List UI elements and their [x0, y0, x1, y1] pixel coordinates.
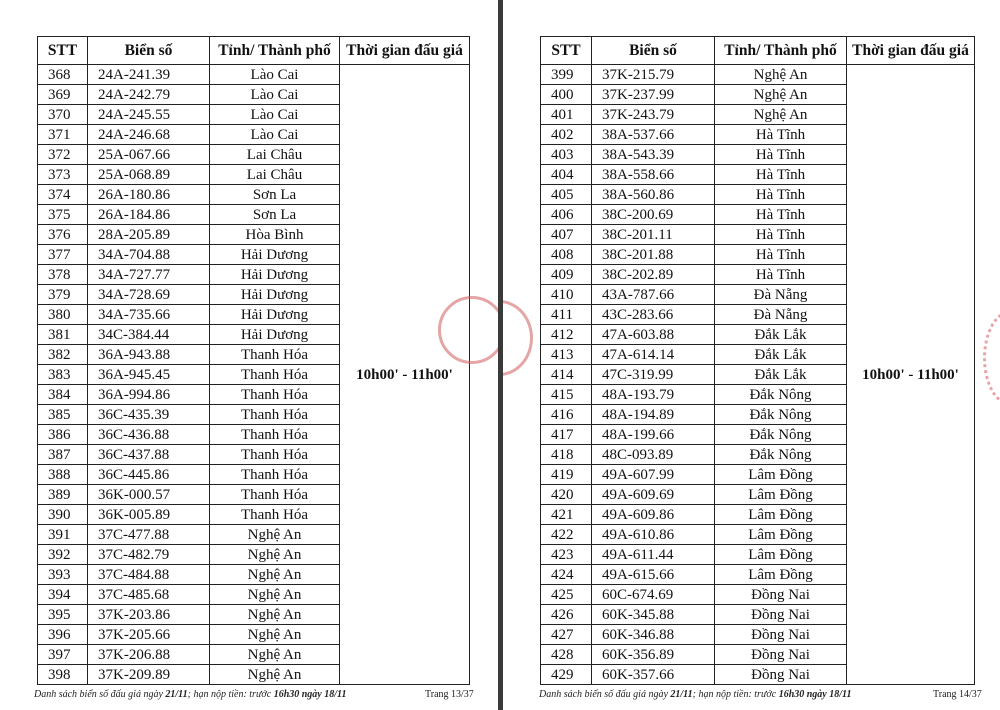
page-number: Trang 13/37 — [425, 689, 474, 700]
cell-stt: 422 — [541, 525, 592, 545]
footer-text: Danh sách biển số đấu giá ngày — [34, 689, 166, 700]
cell-province: Nghệ An — [210, 545, 340, 565]
cell-plate-number: 49A-611.44 — [592, 545, 715, 565]
cell-province: Nghệ An — [210, 585, 340, 605]
cell-plate-number: 34A-728.69 — [88, 285, 210, 305]
cell-plate-number: 38C-201.88 — [592, 245, 715, 265]
cell-province: Hà Tĩnh — [715, 245, 847, 265]
cell-province: Hải Dương — [210, 245, 340, 265]
cell-province: Thanh Hóa — [210, 365, 340, 385]
cell-province: Đắk Nông — [715, 445, 847, 465]
cell-plate-number: 36A-945.45 — [88, 365, 210, 385]
cell-stt: 371 — [38, 125, 88, 145]
cell-plate-number: 36A-943.88 — [88, 345, 210, 365]
cell-stt: 372 — [38, 145, 88, 165]
cell-plate-number: 49A-610.86 — [592, 525, 715, 545]
cell-stt: 389 — [38, 485, 88, 505]
cell-province: Hà Tĩnh — [715, 145, 847, 165]
cell-province: Thanh Hóa — [210, 345, 340, 365]
cell-province: Nghệ An — [210, 605, 340, 625]
cell-stt: 392 — [38, 545, 88, 565]
cell-plate-number: 24A-241.39 — [88, 65, 210, 85]
cell-stt: 395 — [38, 605, 88, 625]
cell-province: Đà Nẵng — [715, 305, 847, 325]
cell-plate-number: 37C-477.88 — [88, 525, 210, 545]
cell-plate-number: 48A-193.79 — [592, 385, 715, 405]
cell-province: Đắk Lắk — [715, 325, 847, 345]
cell-province: Hà Tĩnh — [715, 185, 847, 205]
cell-plate-number: 34C-384.44 — [88, 325, 210, 345]
cell-province: Đồng Nai — [715, 665, 847, 685]
cell-stt: 405 — [541, 185, 592, 205]
cell-plate-number: 60K-357.66 — [592, 665, 715, 685]
cell-province: Thanh Hóa — [210, 385, 340, 405]
cell-plate-number: 48C-093.89 — [592, 445, 715, 465]
cell-auction-time: 10h00' - 11h00' — [340, 65, 470, 685]
cell-province: Nghệ An — [715, 105, 847, 125]
cell-province: Sơn La — [210, 185, 340, 205]
cell-stt: 388 — [38, 465, 88, 485]
cell-plate-number: 37K-205.66 — [88, 625, 210, 645]
cell-stt: 425 — [541, 585, 592, 605]
cell-plate-number: 47C-319.99 — [592, 365, 715, 385]
cell-province: Hà Tĩnh — [715, 205, 847, 225]
cell-plate-number: 60K-345.88 — [592, 605, 715, 625]
cell-province: Lâm Đồng — [715, 565, 847, 585]
header-auction-time: Thời gian đấu giá — [847, 37, 975, 65]
cell-stt: 403 — [541, 145, 592, 165]
cell-plate-number: 48A-194.89 — [592, 405, 715, 425]
cell-stt: 391 — [38, 525, 88, 545]
cell-stt: 398 — [38, 665, 88, 685]
cell-province: Sơn La — [210, 205, 340, 225]
cell-province: Thanh Hóa — [210, 445, 340, 465]
cell-plate-number: 38A-543.39 — [592, 145, 715, 165]
cell-plate-number: 38A-560.86 — [592, 185, 715, 205]
official-seal-partial — [438, 296, 498, 364]
cell-stt: 368 — [38, 65, 88, 85]
cell-stt: 390 — [38, 505, 88, 525]
cell-province: Lâm Đồng — [715, 525, 847, 545]
header-stt: STT — [38, 37, 88, 65]
document-page-right — [503, 0, 1000, 710]
cell-stt: 386 — [38, 425, 88, 445]
cell-stt: 385 — [38, 405, 88, 425]
cell-plate-number: 43C-283.66 — [592, 305, 715, 325]
cell-plate-number: 38A-558.66 — [592, 165, 715, 185]
cell-province: Đà Nẵng — [715, 285, 847, 305]
plates-table-body-right — [541, 65, 975, 685]
cell-plate-number: 37K-243.79 — [592, 105, 715, 125]
cell-plate-number: 24A-246.68 — [88, 125, 210, 145]
header-province: Tỉnh/ Thành phố — [210, 37, 340, 65]
cell-province: Đắk Lắk — [715, 345, 847, 365]
cell-plate-number: 38C-200.69 — [592, 205, 715, 225]
cell-plate-number: 49A-607.99 — [592, 465, 715, 485]
cell-province: Thanh Hóa — [210, 465, 340, 485]
cell-stt: 428 — [541, 645, 592, 665]
cell-plate-number: 24A-245.55 — [88, 105, 210, 125]
cell-stt: 411 — [541, 305, 592, 325]
cell-province: Đắk Nông — [715, 385, 847, 405]
cell-stt: 387 — [38, 445, 88, 465]
cell-stt: 393 — [38, 565, 88, 585]
cell-province: Lâm Đồng — [715, 505, 847, 525]
footer-deadline: 16h30 ngày 18/11 — [778, 689, 852, 700]
cell-plate-number: 36A-994.86 — [88, 385, 210, 405]
cell-province: Đồng Nai — [715, 585, 847, 605]
cell-province: Đồng Nai — [715, 625, 847, 645]
cell-province: Nghệ An — [210, 665, 340, 685]
cell-province: Lào Cai — [210, 105, 340, 125]
cell-plate-number: 37K-203.86 — [88, 605, 210, 625]
cell-plate-number: 60K-346.88 — [592, 625, 715, 645]
table-row — [541, 65, 975, 85]
cell-plate-number: 34A-735.66 — [88, 305, 210, 325]
cell-stt: 417 — [541, 425, 592, 445]
cell-plate-number: 49A-609.69 — [592, 485, 715, 505]
cell-plate-number: 38A-537.66 — [592, 125, 715, 145]
cell-stt: 404 — [541, 165, 592, 185]
cell-plate-number: 49A-615.66 — [592, 565, 715, 585]
cell-province: Hà Tĩnh — [715, 125, 847, 145]
cell-stt: 421 — [541, 505, 592, 525]
cell-plate-number: 37K-209.89 — [88, 665, 210, 685]
cell-stt: 370 — [38, 105, 88, 125]
cell-province: Hà Tĩnh — [715, 265, 847, 285]
cell-plate-number: 28A-205.89 — [88, 225, 210, 245]
cell-province: Đắk Nông — [715, 425, 847, 445]
cell-plate-number: 34A-727.77 — [88, 265, 210, 285]
cell-province: Đắk Lắk — [715, 365, 847, 385]
cell-plate-number: 37K-237.99 — [592, 85, 715, 105]
cell-stt: 414 — [541, 365, 592, 385]
cell-plate-number: 37C-484.88 — [88, 565, 210, 585]
official-seal-partial — [503, 300, 533, 376]
cell-province: Nghệ An — [210, 645, 340, 665]
plates-table-body-left — [38, 65, 470, 685]
plates-table-left — [37, 36, 470, 685]
cell-stt: 400 — [541, 85, 592, 105]
cell-plate-number: 49A-609.86 — [592, 505, 715, 525]
cell-stt: 427 — [541, 625, 592, 645]
cell-province: Lào Cai — [210, 65, 340, 85]
cell-province: Lai Châu — [210, 145, 340, 165]
header-province: Tỉnh/ Thành phố — [715, 37, 847, 65]
page-footer-note — [34, 689, 346, 700]
header-auction-time: Thời gian đấu giá — [340, 37, 470, 65]
header-plate: Biển số — [592, 37, 715, 65]
cell-province: Thanh Hóa — [210, 425, 340, 445]
cell-plate-number: 60C-674.69 — [592, 585, 715, 605]
cell-province: Lâm Đồng — [715, 545, 847, 565]
cell-stt: 381 — [38, 325, 88, 345]
cell-stt: 378 — [38, 265, 88, 285]
footer-text: ; hạn nộp tiền: trước — [187, 689, 274, 700]
cell-stt: 399 — [541, 65, 592, 85]
cell-province: Nghệ An — [715, 65, 847, 85]
cell-province: Hải Dương — [210, 325, 340, 345]
cell-plate-number: 26A-184.86 — [88, 205, 210, 225]
page-number: Trang 14/37 — [933, 689, 982, 700]
cell-stt: 369 — [38, 85, 88, 105]
plates-table-right — [540, 36, 975, 685]
cell-plate-number: 26A-180.86 — [88, 185, 210, 205]
cell-plate-number: 47A-603.88 — [592, 325, 715, 345]
cell-province: Hà Tĩnh — [715, 225, 847, 245]
cell-stt: 382 — [38, 345, 88, 365]
cell-province: Hải Dương — [210, 265, 340, 285]
cell-stt: 383 — [38, 365, 88, 385]
cell-province: Hà Tĩnh — [715, 165, 847, 185]
footer-date: 21/11 — [670, 689, 693, 700]
cell-plate-number: 36C-435.39 — [88, 405, 210, 425]
cell-plate-number: 37C-482.79 — [88, 545, 210, 565]
footer-deadline: 16h30 ngày 18/11 — [273, 689, 347, 700]
cell-stt: 376 — [38, 225, 88, 245]
footer-date: 21/11 — [165, 689, 188, 700]
cell-plate-number: 37C-485.68 — [88, 585, 210, 605]
cell-plate-number: 60K-356.89 — [592, 645, 715, 665]
cell-stt: 401 — [541, 105, 592, 125]
cell-stt: 377 — [38, 245, 88, 265]
cell-stt: 412 — [541, 325, 592, 345]
cell-plate-number: 36K-005.89 — [88, 505, 210, 525]
cell-stt: 416 — [541, 405, 592, 425]
cell-stt: 424 — [541, 565, 592, 585]
official-seal-partial — [983, 310, 1000, 406]
cell-stt: 420 — [541, 485, 592, 505]
header-stt: STT — [541, 37, 592, 65]
cell-stt: 410 — [541, 285, 592, 305]
cell-plate-number: 25A-067.66 — [88, 145, 210, 165]
cell-stt: 408 — [541, 245, 592, 265]
cell-stt: 419 — [541, 465, 592, 485]
cell-stt: 407 — [541, 225, 592, 245]
table-header-row — [38, 37, 470, 65]
cell-stt: 375 — [38, 205, 88, 225]
table-header-row — [541, 37, 975, 65]
cell-province: Đồng Nai — [715, 645, 847, 665]
cell-stt: 384 — [38, 385, 88, 405]
cell-province: Nghệ An — [210, 565, 340, 585]
header-plate: Biển số — [88, 37, 210, 65]
cell-province: Nghệ An — [210, 525, 340, 545]
cell-stt: 379 — [38, 285, 88, 305]
cell-province: Đắk Nông — [715, 405, 847, 425]
cell-province: Thanh Hóa — [210, 505, 340, 525]
cell-province: Hòa Bình — [210, 225, 340, 245]
cell-plate-number: 37K-215.79 — [592, 65, 715, 85]
cell-plate-number: 24A-242.79 — [88, 85, 210, 105]
cell-plate-number: 36C-445.86 — [88, 465, 210, 485]
cell-plate-number: 36K-000.57 — [88, 485, 210, 505]
cell-stt: 429 — [541, 665, 592, 685]
cell-province: Lào Cai — [210, 125, 340, 145]
cell-province: Thanh Hóa — [210, 405, 340, 425]
cell-stt: 415 — [541, 385, 592, 405]
cell-province: Lào Cai — [210, 85, 340, 105]
cell-stt: 380 — [38, 305, 88, 325]
cell-province: Hải Dương — [210, 305, 340, 325]
cell-plate-number: 47A-614.14 — [592, 345, 715, 365]
cell-stt: 413 — [541, 345, 592, 365]
cell-province: Lâm Đồng — [715, 465, 847, 485]
cell-province: Đồng Nai — [715, 605, 847, 625]
cell-stt: 394 — [38, 585, 88, 605]
cell-stt: 406 — [541, 205, 592, 225]
cell-plate-number: 37K-206.88 — [88, 645, 210, 665]
cell-stt: 426 — [541, 605, 592, 625]
cell-plate-number: 34A-704.88 — [88, 245, 210, 265]
document-page-left — [0, 0, 498, 710]
cell-stt: 418 — [541, 445, 592, 465]
footer-text: ; hạn nộp tiền: trước — [692, 689, 779, 700]
cell-plate-number: 38C-202.89 — [592, 265, 715, 285]
cell-province: Hải Dương — [210, 285, 340, 305]
cell-province: Nghệ An — [715, 85, 847, 105]
cell-province: Lai Châu — [210, 165, 340, 185]
cell-plate-number: 48A-199.66 — [592, 425, 715, 445]
cell-province: Lâm Đồng — [715, 485, 847, 505]
cell-stt: 402 — [541, 125, 592, 145]
cell-province: Nghệ An — [210, 625, 340, 645]
cell-plate-number: 38C-201.11 — [592, 225, 715, 245]
cell-auction-time: 10h00' - 11h00' — [847, 65, 975, 685]
cell-stt: 373 — [38, 165, 88, 185]
page-footer-note — [539, 689, 851, 700]
table-row — [38, 65, 470, 85]
cell-plate-number: 36C-436.88 — [88, 425, 210, 445]
cell-plate-number: 36C-437.88 — [88, 445, 210, 465]
cell-stt: 423 — [541, 545, 592, 565]
cell-province: Thanh Hóa — [210, 485, 340, 505]
cell-stt: 396 — [38, 625, 88, 645]
cell-stt: 397 — [38, 645, 88, 665]
cell-stt: 409 — [541, 265, 592, 285]
cell-plate-number: 25A-068.89 — [88, 165, 210, 185]
cell-stt: 374 — [38, 185, 88, 205]
cell-plate-number: 43A-787.66 — [592, 285, 715, 305]
footer-text: Danh sách biển số đấu giá ngày — [539, 689, 671, 700]
